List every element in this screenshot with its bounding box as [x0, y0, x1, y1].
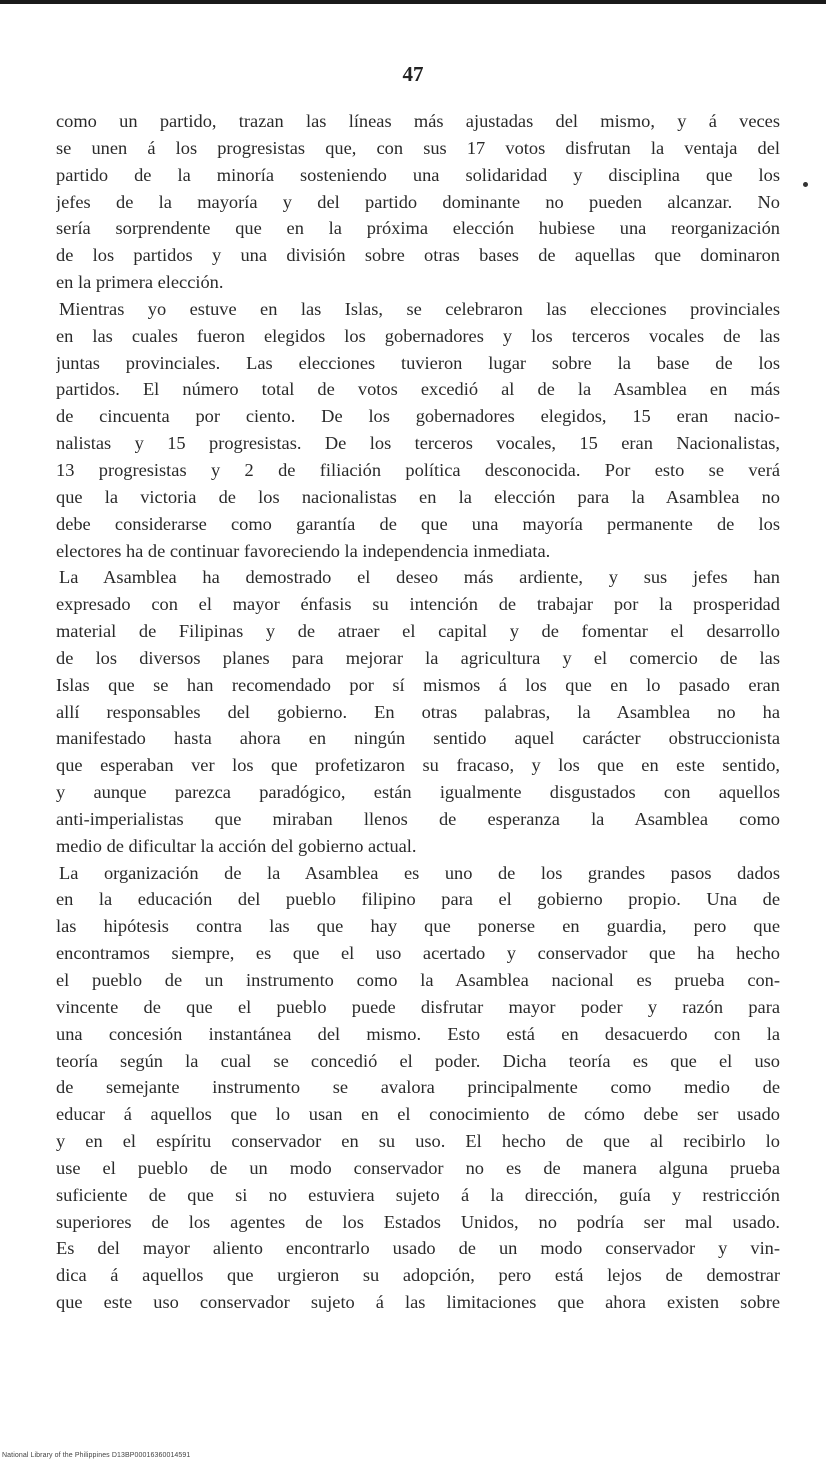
text-line: una concesión instantánea del mismo. Esto está en desacuerdo con la: [56, 1023, 780, 1044]
text-line: y aunque parezca paradógico, están igualmente disgustados con aquellos: [56, 782, 780, 803]
text-line: como un partido, trazan las líneas más ajustadas del mismo, y á veces: [56, 111, 780, 131]
text-line: manifestado hasta ahora en ningún sentido aquel carácter obstruccionista: [56, 728, 780, 749]
text-line: partido de la minoría sosteniendo una solidaridad y disciplina que los: [56, 164, 780, 185]
text-line: debe considerarse como garantía de que una mayoría permanente de los: [56, 513, 780, 534]
text-line: jefes de la mayoría y del partido dominante no pueden alcanzar. No: [56, 191, 780, 212]
text-line: que este uso conservador sujeto á las limitaciones que ahora existen sobre: [56, 1292, 780, 1313]
text-line: material de Filipinas y de atraer el capital y de fomentar el desarrollo: [56, 621, 780, 642]
text-line: vincente de que el pueblo puede disfrutar mayor poder y razón para: [56, 996, 780, 1017]
scan-speck: [803, 182, 808, 187]
text-line: de los partidos y una división sobre otras bases de aquellas que dominaron: [56, 245, 780, 266]
text-line: sería sorprendente que en la próxima elección hubiese una reorganización: [56, 218, 780, 239]
body-text: [56, 108, 780, 1316]
text-line: Mientras yo estuve en las Islas, se celebraron las elecciones provinciales: [59, 298, 780, 319]
text-line: que esperaban ver los que profetizaron su fracaso, y los que en este sentido,: [56, 755, 780, 776]
text-line: Islas que se han recomendado por sí mismos á los que en lo pasado eran: [56, 674, 780, 695]
text-line: encontramos siempre, es que el uso acertado y conservador que ha hecho: [56, 943, 780, 964]
page-number: 47: [402, 62, 424, 86]
text-line: se unen á los progresistas que, con sus 17 votos disfrutan la ventaja del: [56, 137, 780, 158]
text-line: y en el espíritu conservador en su uso. El hecho de que al recibirlo lo: [56, 1131, 780, 1152]
text-line: allí responsables del gobierno. En otras palabras, la Asamblea no ha: [56, 701, 780, 722]
text-line: Es del mayor aliento encontrarlo usado de un modo conservador y vin-: [56, 1238, 780, 1259]
text-line: en las cuales fueron elegidos los gobernadores y los terceros vocales de las: [56, 325, 780, 346]
text-line: expresado con el mayor énfasis su intención de trabajar por la prosperidad: [56, 594, 780, 615]
text-line: anti-imperialistas que miraban llenos de esperanza la Asamblea como: [56, 808, 780, 829]
text-line: partidos. El número total de votos excedió al de la Asamblea en más: [56, 379, 780, 400]
text-line: superiores de los agentes de los Estados Unidos, no podría ser mal usado.: [56, 1211, 780, 1232]
text-line: 13 progresistas y 2 de filiación política desconocida. Por esto se verá: [56, 459, 780, 480]
text-line: de cincuenta por ciento. De los gobernadores elegidos, 15 eran nacio-: [56, 406, 780, 427]
text-line: de semejante instrumento se avalora principalmente como medio de: [56, 1077, 780, 1098]
text-line: La Asamblea ha demostrado el deseo más ardiente, y sus jefes han: [59, 567, 780, 588]
text-line: medio de dificultar la acción del gobierno actual.: [56, 835, 417, 856]
scan-top-border: [0, 0, 826, 4]
text-line: electores ha de continuar favoreciendo la independencia inmediata.: [56, 540, 551, 561]
text-line: use el pueblo de un modo conservador no es de manera alguna prueba: [56, 1157, 780, 1178]
text-line: teoría según la cual se concedió el poder. Dicha teoría es que el uso: [56, 1050, 780, 1071]
text-line: las hipótesis contra las que hay que ponerse en guardia, pero que: [56, 916, 780, 937]
text-line: que la victoria de los nacionalistas en la elección para la Asamblea no: [56, 486, 780, 507]
text-line: en la primera elección.: [56, 272, 224, 293]
footer-archive-id: National Library of the Philippines D13BP00016360014591: [2, 1452, 191, 1459]
text-line: el pueblo de un instrumento como la Asamblea nacional es prueba con-: [56, 970, 780, 990]
text-line: La organización de la Asamblea es uno de los grandes pasos dados: [59, 862, 780, 883]
text-line: en la educación del pueblo filipino para el gobierno propio. Una de: [56, 889, 780, 910]
text-line: suficiente de que si no estuviera sujeto á la dirección, guía y restricción: [56, 1184, 780, 1205]
text-line: dica á aquellos que urgieron su adopción, pero está lejos de demostrar: [56, 1265, 780, 1286]
text-line: nalistas y 15 progresistas. De los terceros vocales, 15 eran Nacionalistas,: [56, 433, 780, 454]
text-line: educar á aquellos que lo usan en el conocimiento de cómo debe ser usado: [56, 1104, 780, 1125]
text-line: juntas provinciales. Las elecciones tuvieron lugar sobre la base de los: [56, 352, 780, 373]
text-line: de los diversos planes para mejorar la agricultura y el comercio de las: [56, 647, 780, 668]
